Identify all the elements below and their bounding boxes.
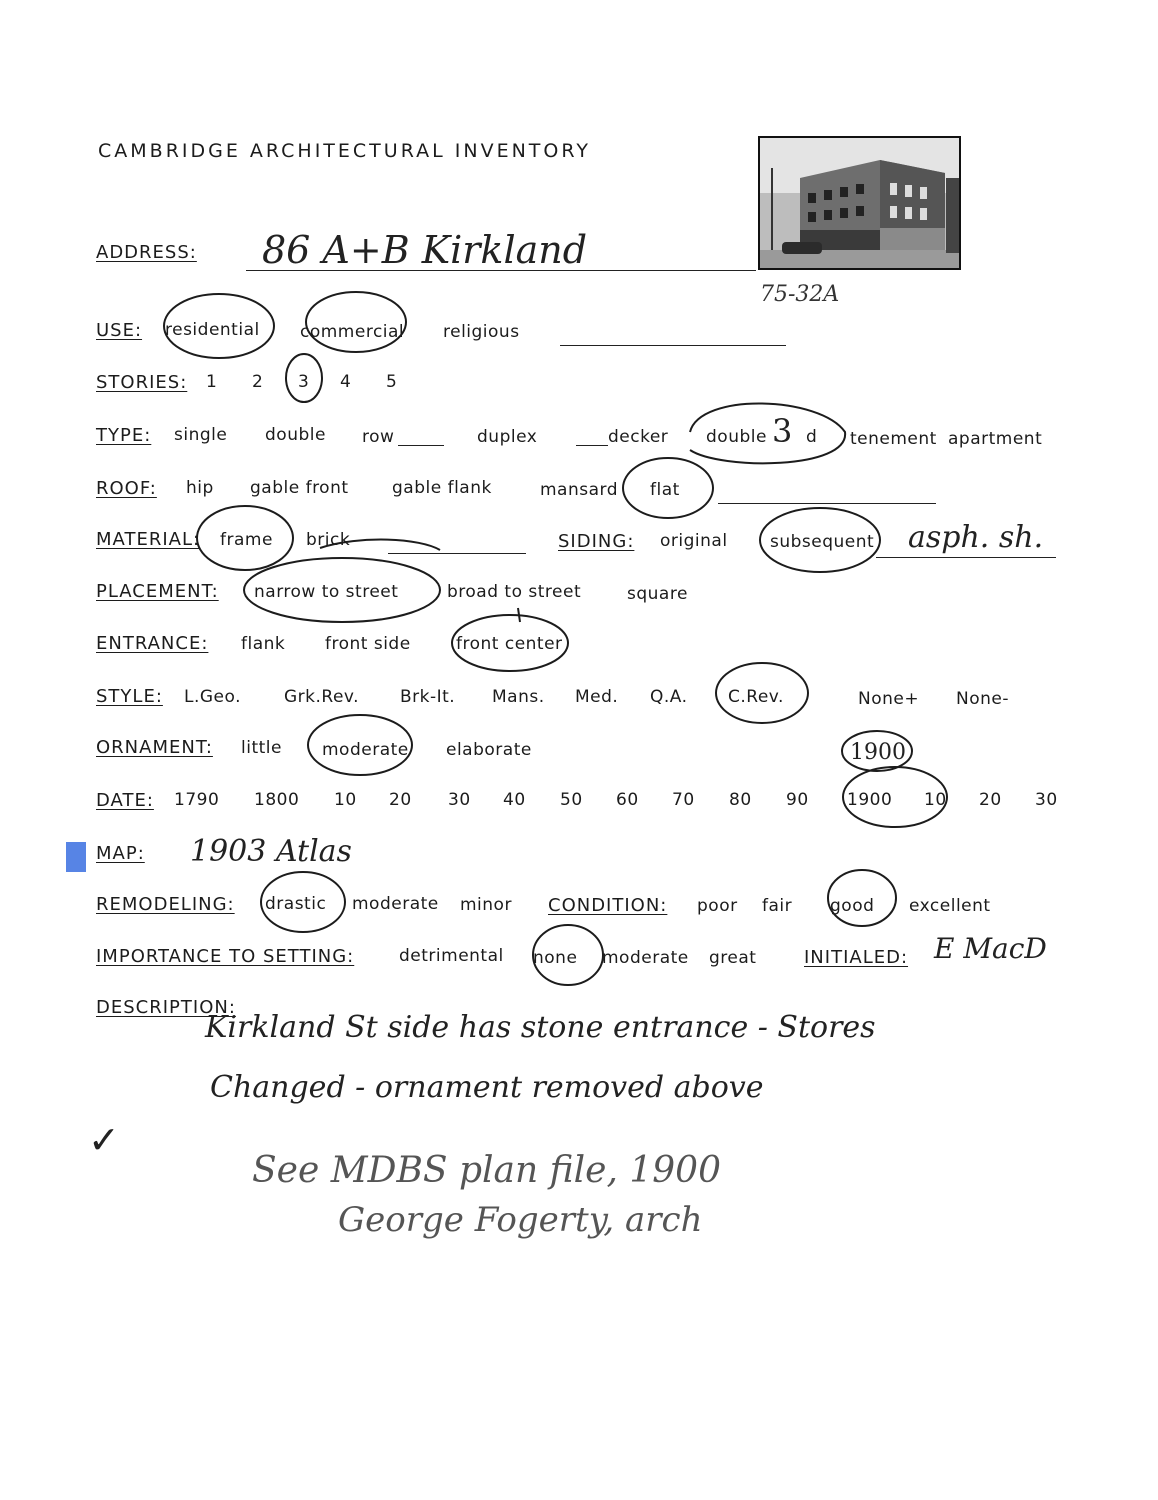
material-option-brick: brick xyxy=(306,530,351,550)
siding-note: asph. sh. xyxy=(908,520,1044,555)
note-line-2: George Fogerty, arch xyxy=(338,1200,703,1240)
material-other-line xyxy=(388,553,526,554)
ornament-label: ORNAMENT: xyxy=(96,737,213,758)
style-label: STYLE: xyxy=(96,686,163,707)
date-option-10: 10 xyxy=(334,790,357,810)
initialed-label: INITIALED: xyxy=(804,947,909,968)
date-option-1910: 10 xyxy=(924,790,947,810)
roof-option-gable-flank: gable flank xyxy=(392,478,492,498)
condition-option-fair: fair xyxy=(762,896,793,916)
map-value: 1903 Atlas xyxy=(190,834,352,869)
placement-option-square: square xyxy=(627,584,688,604)
importance-option-great: great xyxy=(709,948,757,968)
siding-option-original: original xyxy=(660,531,728,551)
date-option-50: 50 xyxy=(560,790,583,810)
date-option-1800: 1800 xyxy=(254,790,300,810)
type-label: TYPE: xyxy=(96,425,152,446)
date-option-30: 30 xyxy=(448,790,471,810)
type-option-tenement: tenement xyxy=(850,429,937,449)
importance-label: IMPORTANCE TO SETTING: xyxy=(96,946,355,967)
type-decker-number: 3 xyxy=(772,412,793,450)
type-option-double: double xyxy=(265,425,326,445)
importance-option-moderate: moderate xyxy=(602,948,689,968)
date-label: DATE: xyxy=(96,790,154,811)
placement-option-narrow: narrow to street xyxy=(254,582,399,602)
date-note: 1900 xyxy=(850,740,906,765)
use-other-line xyxy=(560,345,786,346)
address-value: 86 A+B Kirkland xyxy=(262,228,588,272)
photo-caption: 75-32A xyxy=(760,282,840,307)
importance-option-none: none xyxy=(533,948,578,968)
style-option-mans: Mans. xyxy=(492,687,545,707)
placement-label: PLACEMENT: xyxy=(96,581,219,602)
type-row-line xyxy=(398,445,444,446)
material-label: MATERIAL: xyxy=(96,529,201,550)
use-label: USE: xyxy=(96,320,143,341)
siding-option-subsequent: subsequent xyxy=(770,532,875,552)
date-option-60: 60 xyxy=(616,790,639,810)
remodeling-option-moderate: moderate xyxy=(352,894,439,914)
siding-label: SIDING: xyxy=(558,531,635,552)
roof-option-hip: hip xyxy=(186,478,214,498)
stories-option-5: 5 xyxy=(386,372,398,392)
date-option-90: 90 xyxy=(786,790,809,810)
initialed-value: E MacD xyxy=(934,932,1047,965)
form-title: CAMBRIDGE ARCHITECTURAL INVENTORY xyxy=(98,140,591,162)
type-option-single: single xyxy=(174,425,228,445)
condition-option-good: good xyxy=(830,896,875,916)
style-option-med: Med. xyxy=(575,687,619,707)
remodeling-option-drastic: drastic xyxy=(265,894,327,914)
use-option-commercial: commercial xyxy=(300,322,405,342)
use-option-religious: religious xyxy=(443,322,520,342)
condition-label: CONDITION: xyxy=(548,895,668,916)
tick-square xyxy=(518,608,520,622)
map-label: MAP: xyxy=(96,843,145,864)
entrance-label: ENTRANCE: xyxy=(96,633,209,654)
stories-option-4: 4 xyxy=(340,372,352,392)
checkmark: ✓ xyxy=(88,1118,120,1162)
style-option-grkrev: Grk.Rev. xyxy=(284,687,360,707)
roof-other-line xyxy=(718,503,936,504)
date-option-1790: 1790 xyxy=(174,790,220,810)
stories-option-1: 1 xyxy=(206,372,218,392)
type-option-row: row xyxy=(362,427,395,447)
style-option-qa: Q.A. xyxy=(650,687,688,707)
style-option-crev: C.Rev. xyxy=(728,687,784,707)
stories-option-2: 2 xyxy=(252,372,264,392)
siding-other-line xyxy=(876,557,1056,558)
stories-label: STORIES: xyxy=(96,372,188,393)
importance-option-detrimental: detrimental xyxy=(399,946,504,966)
material-option-frame: frame xyxy=(220,530,273,550)
entrance-option-front-side: front side xyxy=(325,634,411,654)
description-label: DESCRIPTION: xyxy=(96,997,236,1018)
blue-marker xyxy=(66,842,86,872)
ornament-option-moderate: moderate xyxy=(322,740,409,760)
condition-option-poor: poor xyxy=(697,896,738,916)
date-option-80: 80 xyxy=(729,790,752,810)
note-line-1: See MDBS plan file, 1900 xyxy=(252,1150,721,1191)
roof-option-gable-front: gable front xyxy=(250,478,349,498)
style-option-lgeo: L.Geo. xyxy=(184,687,242,707)
entrance-option-front-center: front center xyxy=(456,634,563,654)
description-line-2: Changed - ornament removed above xyxy=(210,1070,764,1105)
roof-label: ROOF: xyxy=(96,478,157,499)
type-decker-line xyxy=(576,445,608,446)
style-option-none-minus: None- xyxy=(956,689,1009,709)
stories-option-3: 3 xyxy=(298,372,310,392)
type-option-decker: decker xyxy=(608,427,669,447)
entrance-option-flank: flank xyxy=(241,634,286,654)
remodeling-option-minor: minor xyxy=(460,895,512,915)
address-line xyxy=(246,270,756,271)
type-option-double-decker: double xyxy=(706,427,767,447)
date-option-70: 70 xyxy=(672,790,695,810)
placement-option-broad: broad to street xyxy=(447,582,582,602)
type-option-d: d xyxy=(806,427,818,447)
ornament-option-elaborate: elaborate xyxy=(446,740,532,760)
roof-option-flat: flat xyxy=(650,480,680,500)
date-option-1930: 30 xyxy=(1035,790,1058,810)
description-line-1: Kirkland St side has stone entrance - Stores xyxy=(205,1010,876,1045)
ornament-option-little: little xyxy=(241,738,282,758)
address-label: ADDRESS: xyxy=(96,242,197,263)
style-option-none-plus: None+ xyxy=(858,689,920,709)
roof-option-mansard: mansard xyxy=(540,480,619,500)
building-photo xyxy=(758,136,961,270)
type-option-apartment: apartment xyxy=(948,429,1043,449)
condition-option-excellent: excellent xyxy=(909,896,991,916)
date-option-1920: 20 xyxy=(979,790,1002,810)
style-option-brkit: Brk-It. xyxy=(400,687,456,707)
date-option-20: 20 xyxy=(389,790,412,810)
date-option-40: 40 xyxy=(503,790,526,810)
remodeling-label: REMODELING: xyxy=(96,894,235,915)
use-option-residential: residential xyxy=(165,320,260,340)
type-option-duplex: duplex xyxy=(477,427,538,447)
date-option-1900: 1900 xyxy=(847,790,893,810)
